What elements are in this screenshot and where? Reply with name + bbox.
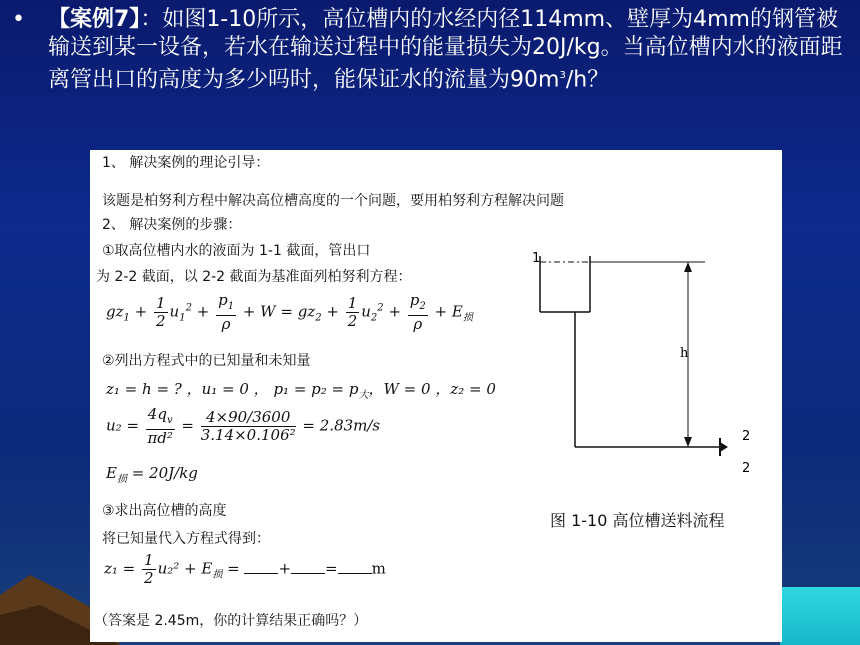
known-values: z₁ = h = ? ，u₁ = 0 ， $p_1 = p_2 = p_大$，W = 0 ，z₂ = 0 xyxy=(106,380,496,401)
teal-decoration xyxy=(780,587,860,645)
case-label: 【案例7】 xyxy=(48,7,141,32)
label-2-top: 2 xyxy=(742,429,751,444)
bernoulli-equation: $gz_1$ + $\frac{1}{2}$ $u_1^2$ + $\frac{p_1}{\rho}$ + $W = gz_2$ + $\frac{1}{2}$ $u_2^2$ + $\frac{p_2}{\rho}$ + $E_损$ xyxy=(106,291,473,333)
final-equation: z₁ = $\frac{1}{2}$ $u_2^2 + E_损$ = + = m xyxy=(104,551,386,587)
answer-hint: （答案是 2.45m，你的计算结果正确吗？） xyxy=(94,613,368,629)
step3-title: ③求出高位槽的高度 xyxy=(102,503,227,519)
blank-1[interactable] xyxy=(244,561,278,574)
tank-diagram xyxy=(530,242,780,502)
step-select-section: ①取高位槽内水的液面为 1-1 截面，管出口 xyxy=(102,243,371,259)
theory-text: 该题是柏努利方程中解决高位槽高度的一个问题，要用柏努利方程解决问题 xyxy=(102,193,564,209)
h-arrow-bottom xyxy=(684,437,692,447)
case-end: /h？ xyxy=(565,67,610,93)
blank-3[interactable] xyxy=(338,561,372,574)
step-base-section: 为 2-2 截面，以 2-2 截面为基准面列柏努利方程： xyxy=(96,269,412,285)
h-arrow-top xyxy=(684,262,692,272)
case-sup: 3 xyxy=(559,70,566,81)
blank-2[interactable] xyxy=(291,561,325,574)
case-body: ：如图1-10所示，高位槽内的水经内径114mm、壁厚为4mm的钢管被输送到某一设备，若水在输送过程中的能量损失为20J/kg。当高位槽内水的液面距离管出口的高度为多少吗时，能保证水的流量为90m xyxy=(48,7,843,93)
energy-loss: $E_损 = 20J/kg$ xyxy=(106,464,198,485)
figure-caption: 图 1-10 高位槽送料流程 xyxy=(550,511,725,530)
bullet: • xyxy=(12,7,25,32)
case-text xyxy=(48,6,853,94)
step1-title: 1、 解决案例的理论引导： xyxy=(102,155,270,171)
case-description xyxy=(8,6,853,94)
substitute-text: 将已知量代入方程式得到： xyxy=(102,531,270,547)
step-known-title: ②列出方程式中的已知量和未知量 xyxy=(102,353,311,369)
solution-panel xyxy=(90,150,782,642)
label-2-bottom: 2 xyxy=(742,461,751,476)
step2-title: 2、 解决案例的步骤： xyxy=(102,217,242,233)
label-h: h xyxy=(680,346,689,361)
label-1: 1 xyxy=(532,251,541,266)
velocity-equation: u₂ = $\frac{4q_v}{\text{πd²}}$ = $\frac{4\times 90/3600}{\text{3.14×0.106²}}$ = 2.83m/s xyxy=(106,405,381,447)
outlet-arrow xyxy=(720,442,728,452)
